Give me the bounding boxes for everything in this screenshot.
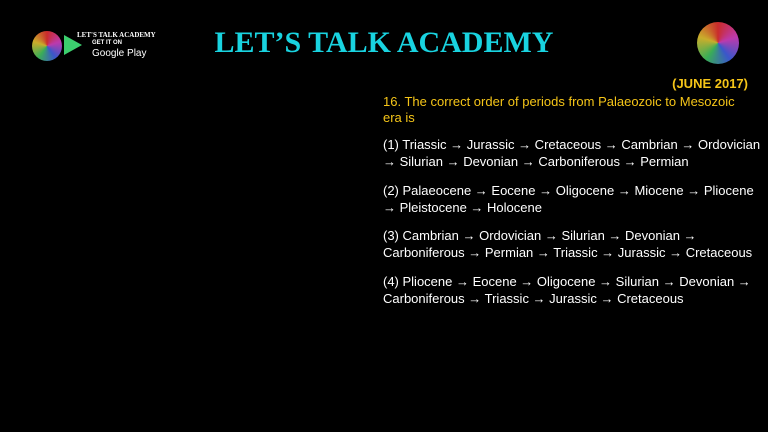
exam-year: (JUNE 2017) bbox=[672, 76, 748, 91]
option-1: (1) Triassic → Jurassic → Cretaceous → Cambrian → Ordovician → Silurian → Devonian → Carboniferous → Permian bbox=[383, 137, 761, 169]
badge-get-it-on[interactable]: GET IT ON bbox=[92, 40, 122, 46]
academy-logo-right-icon bbox=[697, 22, 739, 64]
question-text: 16. The correct order of periods from Palaeozoic to Mesozoic era is bbox=[383, 94, 735, 125]
page-title: LET’S TALK ACADEMY bbox=[214, 26, 554, 59]
badge-store[interactable]: Google Play bbox=[92, 48, 147, 59]
option-3: (3) Cambrian → Ordovician → Silurian → Devonian → Carboniferous → Permian → Triassic → Jurassic → Cretaceous bbox=[383, 228, 753, 260]
badge-academy-name[interactable]: LET'S TALK ACADEMY bbox=[77, 31, 156, 39]
option-2: (2) Palaeocene → Eocene → Oligocene → Miocene → Pliocene → Pleistocene → Holocene bbox=[383, 183, 754, 215]
option-4: (4) Pliocene → Eocene → Oligocene → Silurian → Devonian → Carboniferous → Triassic → Jurassic → Cretaceous bbox=[383, 274, 751, 306]
